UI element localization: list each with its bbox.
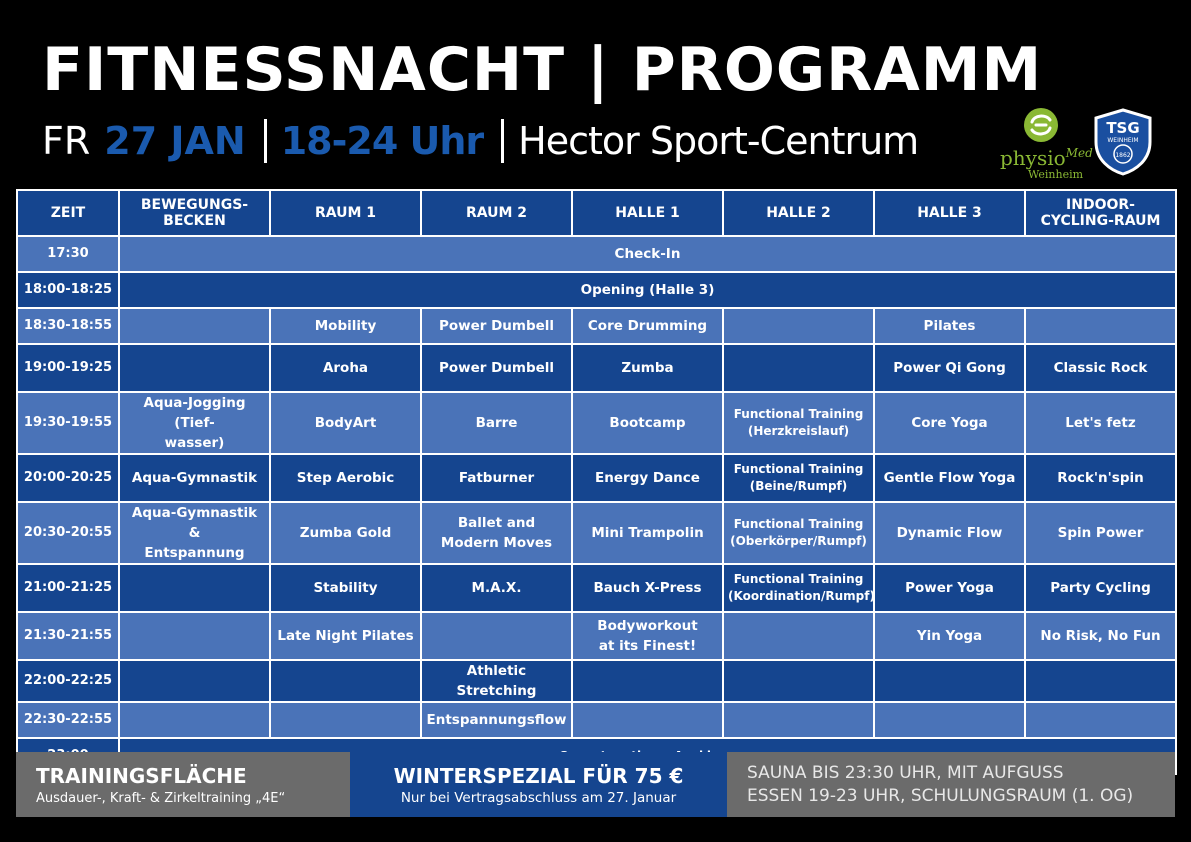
- course-cell: [723, 308, 874, 344]
- course-cell: Rock'n'spin: [1025, 454, 1176, 502]
- course-cell: Yin Yoga: [874, 612, 1025, 660]
- course-cell: Aqua-Jogging (Tief- wasser): [119, 392, 270, 454]
- course-cell: Party Cycling: [1025, 564, 1176, 612]
- schedule-table: [16, 189, 1177, 775]
- time-cell: 18:30-18:55: [17, 308, 119, 344]
- course-cell: [1025, 702, 1176, 738]
- course-cell: Gentle Flow Yoga: [874, 454, 1025, 502]
- winter-special-title: WINTERSPEZIAL FÜR 75 €: [393, 764, 684, 788]
- tsg-weinheim-logo: [1094, 108, 1152, 176]
- schedule-header-row: [17, 190, 1176, 236]
- divider: [264, 119, 267, 163]
- course-cell: [572, 702, 723, 738]
- course-cell: Power Dumbell: [421, 344, 572, 392]
- course-cell: Energy Dance: [572, 454, 723, 502]
- footer-training-area: [16, 752, 350, 817]
- time-cell: 18:00-18:25: [17, 272, 119, 308]
- physiomed-logo: [998, 106, 1093, 181]
- course-cell: Mini Trampolin: [572, 502, 723, 564]
- course-cell: Zumba: [572, 344, 723, 392]
- divider: [501, 119, 504, 163]
- page-title: FITNESSNACHT | PROGRAMM: [42, 35, 1043, 105]
- event-day: FR: [42, 119, 91, 163]
- training-area-subtitle: Ausdauer-, Kraft- & Zirkeltraining „4E“: [36, 791, 286, 806]
- table-row: [17, 392, 1176, 454]
- table-row: [17, 612, 1176, 660]
- table-row: [17, 660, 1176, 702]
- course-cell: Classic Rock: [1025, 344, 1176, 392]
- table-row: [17, 702, 1176, 738]
- course-cell: Functional Training (Beine/Rumpf): [723, 454, 874, 502]
- footer-winter-special: [350, 752, 727, 817]
- course-cell: Barre: [421, 392, 572, 454]
- course-cell: [270, 702, 421, 738]
- course-cell: [1025, 660, 1176, 702]
- column-header: HALLE 3: [874, 190, 1025, 236]
- course-cell: Aqua-Gymnastik & Entspannung: [119, 502, 270, 564]
- course-cell: Power Qi Gong: [874, 344, 1025, 392]
- course-cell: Zumba Gold: [270, 502, 421, 564]
- time-cell: 21:00-21:25: [17, 564, 119, 612]
- course-cell: Fatburner: [421, 454, 572, 502]
- course-cell: Core Drumming: [572, 308, 723, 344]
- course-cell: Aqua-Gymnastik: [119, 454, 270, 502]
- course-cell: [572, 660, 723, 702]
- course-cell: [874, 702, 1025, 738]
- course-cell: [119, 702, 270, 738]
- sauna-info: SAUNA BIS 23:30 UHR, MIT AUFGUSS: [747, 763, 1064, 783]
- course-cell: [723, 612, 874, 660]
- column-header: RAUM 2: [421, 190, 572, 236]
- column-header: ZEIT: [17, 190, 119, 236]
- course-cell: Bodyworkout at its Finest!: [572, 612, 723, 660]
- footer-info: [727, 752, 1175, 817]
- event-date: 27 JAN: [104, 119, 246, 163]
- course-cell: [119, 308, 270, 344]
- time-cell: 19:00-19:25: [17, 344, 119, 392]
- physiomed-city: Weinheim: [1028, 168, 1084, 181]
- table-row: [17, 454, 1176, 502]
- course-cell: Functional Training (Oberkörper/Rumpf): [723, 502, 874, 564]
- table-row: [17, 236, 1176, 272]
- course-cell: [119, 612, 270, 660]
- span-cell: Opening (Halle 3): [119, 272, 1176, 308]
- course-cell: Bootcamp: [572, 392, 723, 454]
- course-cell: Bauch X-Press: [572, 564, 723, 612]
- event-time: 18-24 Uhr: [280, 119, 484, 163]
- course-cell: [119, 344, 270, 392]
- course-cell: Entspannungsflow: [421, 702, 572, 738]
- column-header: RAUM 1: [270, 190, 421, 236]
- column-header: HALLE 2: [723, 190, 874, 236]
- tsg-city: WEINHEIM: [1107, 137, 1139, 144]
- course-cell: Pilates: [874, 308, 1025, 344]
- time-cell: 22:00-22:25: [17, 660, 119, 702]
- course-cell: [874, 660, 1025, 702]
- course-cell: [1025, 308, 1176, 344]
- span-cell: Check-In: [119, 236, 1176, 272]
- winter-special-subtitle: Nur bei Vertragsabschluss am 27. Januar: [400, 790, 677, 806]
- course-cell: Late Night Pilates: [270, 612, 421, 660]
- time-cell: 17:30: [17, 236, 119, 272]
- course-cell: Power Dumbell: [421, 308, 572, 344]
- course-cell: Power Yoga: [874, 564, 1025, 612]
- course-cell: Functional Training (Koordination/Rumpf): [723, 564, 874, 612]
- course-cell: [723, 702, 874, 738]
- food-info: ESSEN 19-23 UHR, SCHULUNGSRAUM (1. OG): [747, 786, 1134, 806]
- physiomed-wordmark: physio$^{Med}$: [1000, 146, 1093, 170]
- course-cell: Core Yoga: [874, 392, 1025, 454]
- course-cell: Step Aerobic: [270, 454, 421, 502]
- time-cell: 20:30-20:55: [17, 502, 119, 564]
- course-cell: Ballet and Modern Moves: [421, 502, 572, 564]
- course-cell: [723, 344, 874, 392]
- course-cell: BodyArt: [270, 392, 421, 454]
- course-cell: [270, 660, 421, 702]
- table-row: [17, 502, 1176, 564]
- course-cell: Aroha: [270, 344, 421, 392]
- column-header: HALLE 1: [572, 190, 723, 236]
- table-row: [17, 564, 1176, 612]
- physiomed-swirl-icon: [1024, 108, 1058, 142]
- table-row: [17, 344, 1176, 392]
- tsg-year: 1862: [1115, 152, 1131, 159]
- course-cell: No Risk, No Fun: [1025, 612, 1176, 660]
- table-row: [17, 308, 1176, 344]
- event-venue: Hector Sport-Centrum: [518, 119, 919, 163]
- column-header: BEWEGUNGS- BECKEN: [119, 190, 270, 236]
- time-cell: 19:30-19:55: [17, 392, 119, 454]
- course-cell: Dynamic Flow: [874, 502, 1025, 564]
- course-cell: Athletic Stretching: [421, 660, 572, 702]
- course-cell: [723, 660, 874, 702]
- course-cell: Mobility: [270, 308, 421, 344]
- course-cell: Let's fetz: [1025, 392, 1176, 454]
- column-header: INDOOR- CYCLING-RAUM: [1025, 190, 1176, 236]
- course-cell: Spin Power: [1025, 502, 1176, 564]
- course-cell: Functional Training (Herzkreislauf): [723, 392, 874, 454]
- course-cell: [119, 660, 270, 702]
- time-cell: 20:00-20:25: [17, 454, 119, 502]
- tsg-name: TSG: [1106, 119, 1140, 137]
- course-cell: Stability: [270, 564, 421, 612]
- table-row: [17, 272, 1176, 308]
- time-cell: 21:30-21:55: [17, 612, 119, 660]
- event-subline: [42, 116, 918, 166]
- course-cell: [119, 564, 270, 612]
- time-cell: 22:30-22:55: [17, 702, 119, 738]
- training-area-title: TRAININGSFLÄCHE: [36, 764, 247, 788]
- course-cell: M.A.X.: [421, 564, 572, 612]
- course-cell: [421, 612, 572, 660]
